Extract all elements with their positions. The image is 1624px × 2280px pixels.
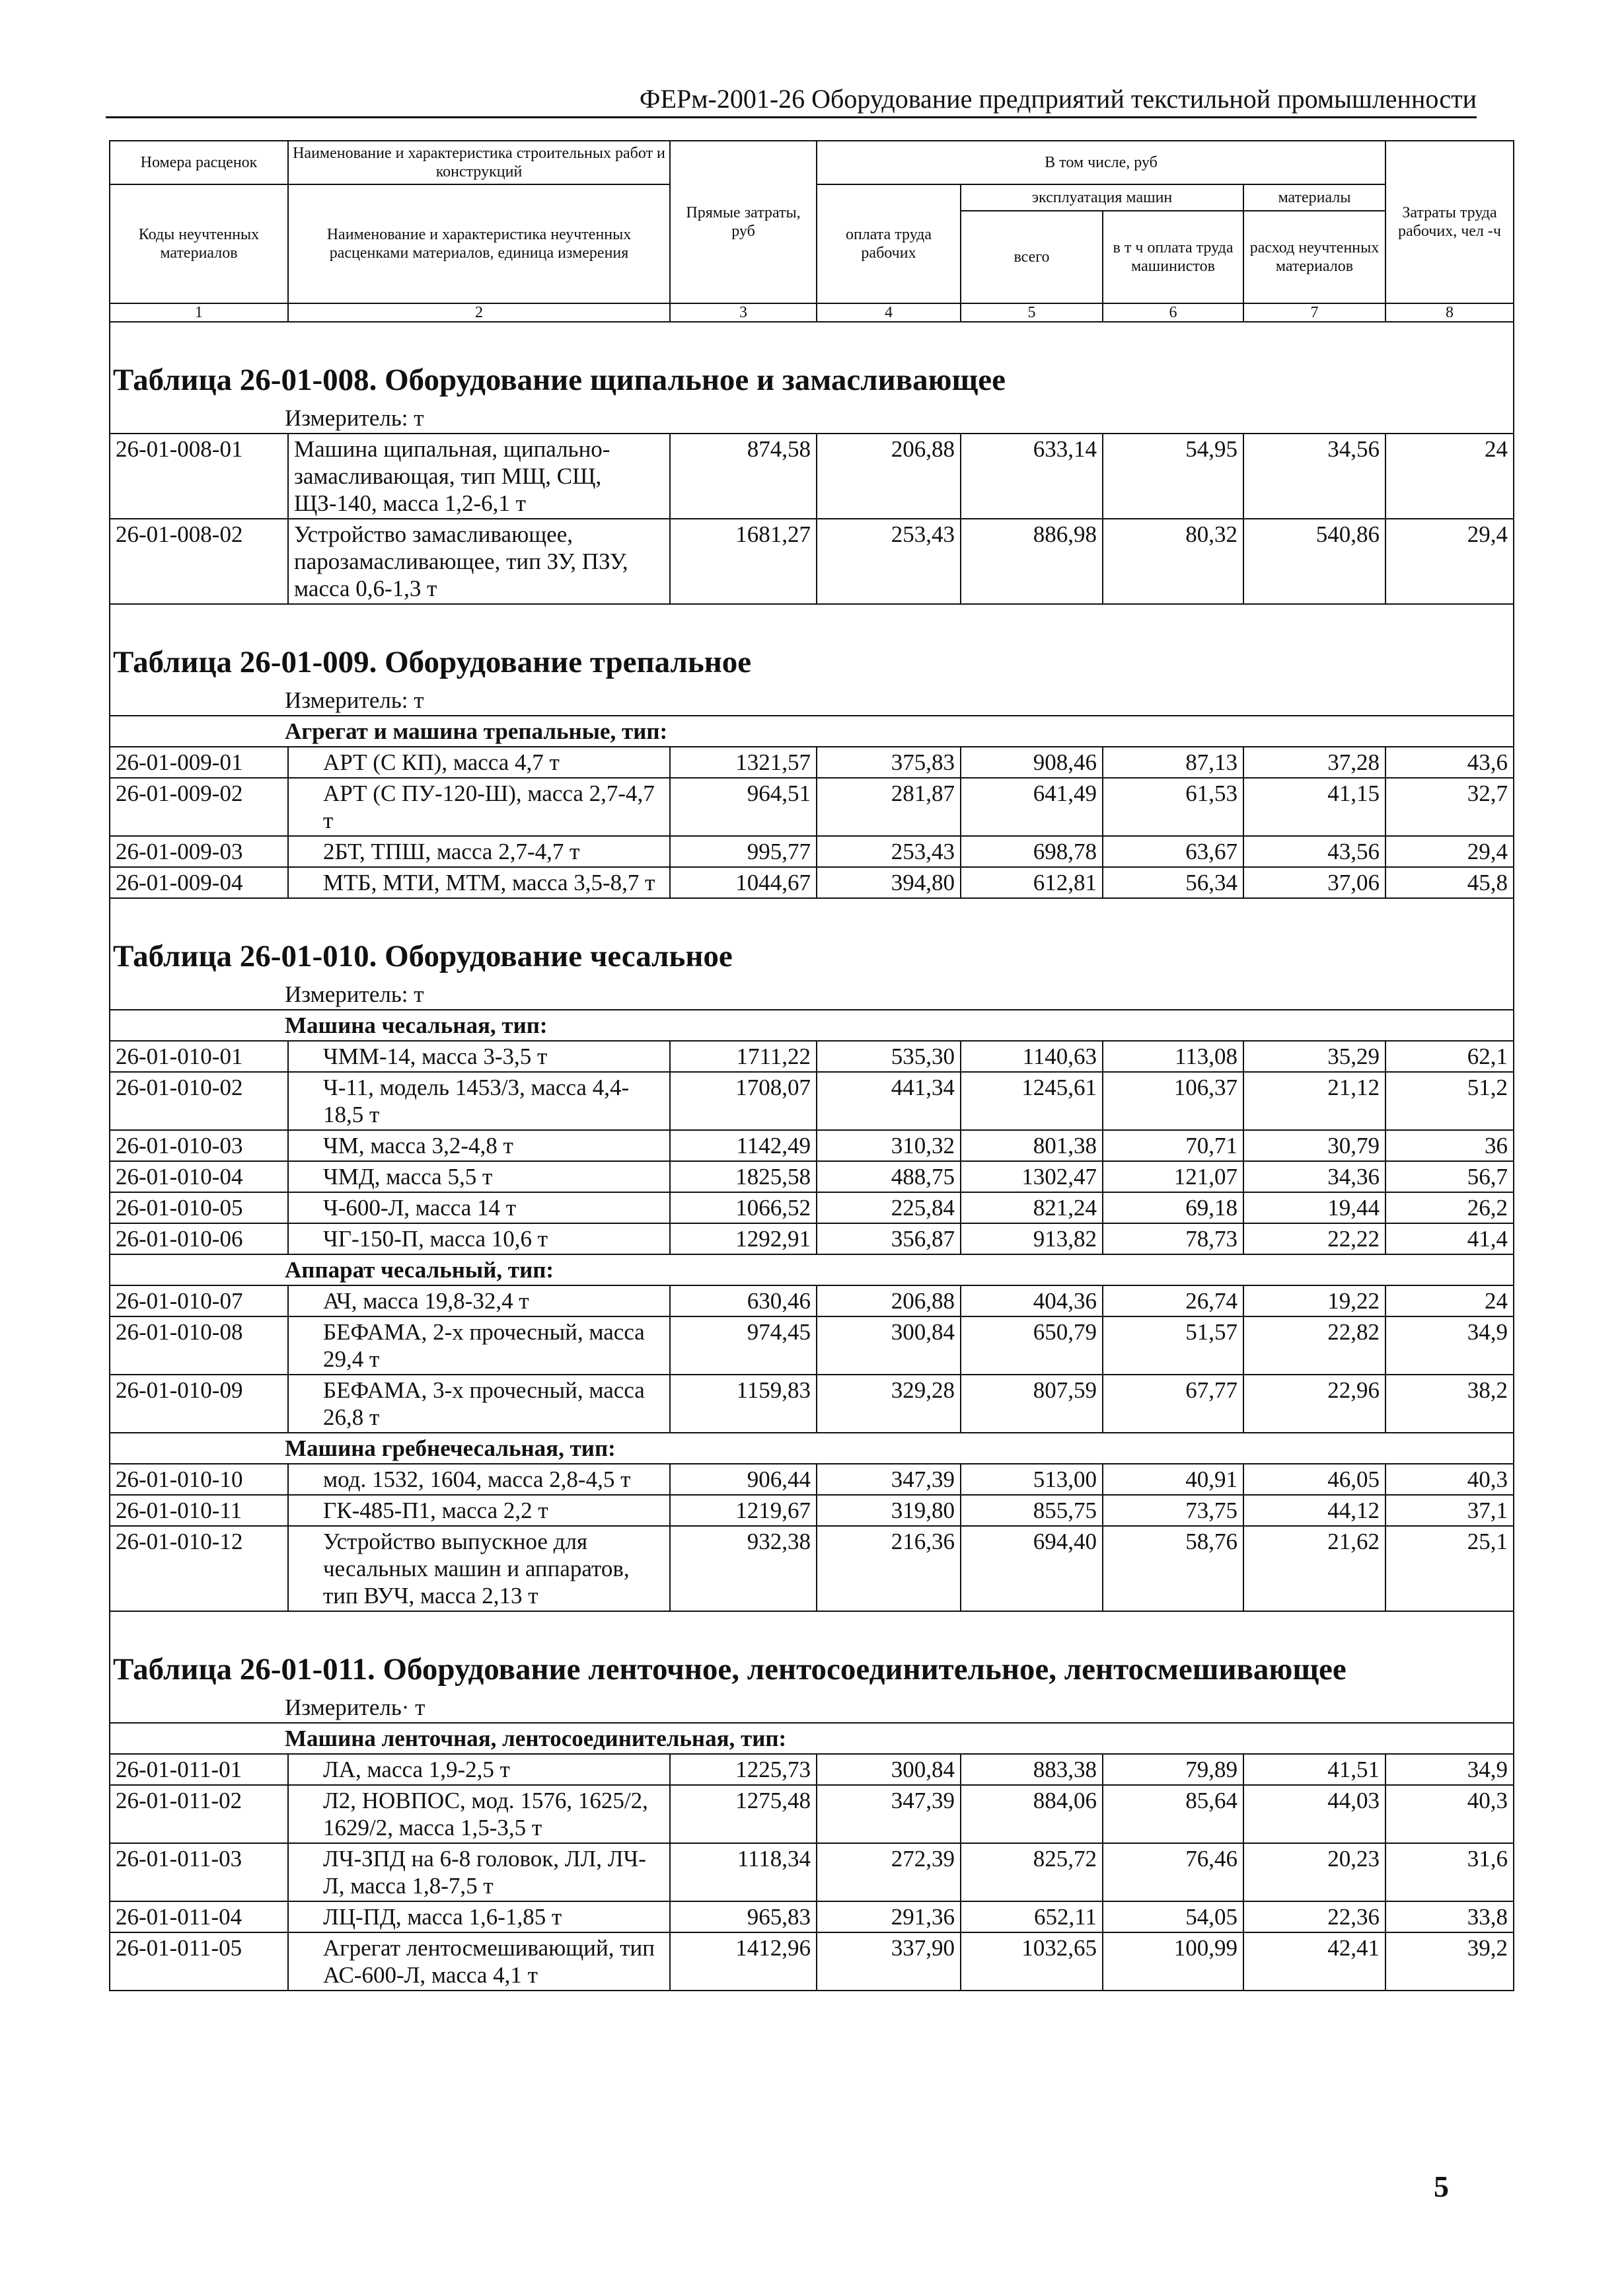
material-cost: 22,22 [1243,1223,1385,1254]
meter-row [110,687,1514,716]
table-row [110,778,1514,836]
rate-code: 26-01-010-01 [110,1041,288,1072]
direct-cost: 995,77 [670,836,817,867]
work-name: АРТ (С КП), масса 4,7 т [288,747,670,778]
table-row [110,1041,1514,1072]
machine-cost: 641,49 [961,778,1103,836]
machine-cost: 886,98 [961,519,1103,604]
labor-hours: 25,1 [1385,1526,1514,1611]
machine-cost: 884,06 [961,1785,1103,1843]
col-name-top: Наименование и характеристика строительных работ и конструкций [288,141,670,184]
direct-cost: 965,83 [670,1901,817,1932]
operator-wage: 100,99 [1103,1932,1243,1991]
direct-cost: 1292,91 [670,1223,817,1254]
labor-hours: 43,6 [1385,747,1514,778]
work-name: ЛЦ-ПД, масса 1,6-1,85 т [288,1901,670,1932]
wage-cost: 356,87 [817,1223,961,1254]
machine-cost: 807,59 [961,1375,1103,1433]
work-name: БЕФАМА, 3-х прочесный, масса 26,8 т [288,1375,670,1433]
work-name: мод. 1532, 1604, масса 2,8-4,5 т [288,1464,670,1495]
operator-wage: 63,67 [1103,836,1243,867]
machine-cost: 698,78 [961,836,1103,867]
direct-cost: 1142,49 [670,1130,817,1161]
rate-code: 26-01-009-03 [110,836,288,867]
machine-cost: 652,11 [961,1901,1103,1932]
group-label: Машина чесальная, тип: [110,1010,1514,1041]
operator-wage: 113,08 [1103,1041,1243,1072]
wage-cost: 225,84 [817,1192,961,1223]
table-body [110,322,1514,1991]
table-row [110,1464,1514,1495]
col-materials-sub: расход неучтенных материалов [1243,211,1385,303]
wage-cost: 329,28 [817,1375,961,1433]
operator-wage: 69,18 [1103,1192,1243,1223]
col-number: 7 [1243,303,1385,322]
direct-cost: 1321,57 [670,747,817,778]
material-cost: 35,29 [1243,1041,1385,1072]
operator-wage: 70,71 [1103,1130,1243,1161]
wage-cost: 488,75 [817,1161,961,1192]
meter-row [110,981,1514,1010]
table-row [110,867,1514,898]
col-codes-top: Номера расценок [110,141,288,184]
wage-cost: 281,87 [817,778,961,836]
rate-code: 26-01-010-04 [110,1161,288,1192]
operator-wage: 40,91 [1103,1464,1243,1495]
table-header [110,141,1514,322]
labor-hours: 32,7 [1385,778,1514,836]
col-total: всего [961,211,1103,303]
col-labor: Затраты труда рабочих, чел -ч [1385,141,1514,303]
labor-hours: 31,6 [1385,1843,1514,1901]
machine-cost: 1140,63 [961,1041,1103,1072]
operator-wage: 121,07 [1103,1161,1243,1192]
section-meter: Измеритель: т [110,404,1514,434]
table-row [110,1192,1514,1223]
wage-cost: 291,36 [817,1901,961,1932]
table-row [110,1375,1514,1433]
table-row [110,519,1514,604]
col-number: 3 [670,303,817,322]
group-row [110,1723,1514,1754]
table-row [110,836,1514,867]
material-cost: 42,41 [1243,1932,1385,1991]
work-name: Ч-600-Л, масса 14 т [288,1192,670,1223]
machine-cost: 908,46 [961,747,1103,778]
work-name: 2БТ, ТПШ, масса 2,7-4,7 т [288,836,670,867]
section-title-row [110,898,1514,981]
labor-hours: 34,9 [1385,1754,1514,1785]
wage-cost: 375,83 [817,747,961,778]
work-name: Л2, НОВПОС, мод. 1576, 1625/2, 1629/2, масса 1,5-3,5 т [288,1785,670,1843]
table-row [110,1495,1514,1526]
work-name: ЛЧ-ЗПД на 6-8 головок, ЛЛ, ЛЧ-Л, масса 1,8-7,5 т [288,1843,670,1901]
table-row [110,1843,1514,1901]
labor-hours: 33,8 [1385,1901,1514,1932]
machine-cost: 855,75 [961,1495,1103,1526]
material-cost: 22,36 [1243,1901,1385,1932]
direct-cost: 906,44 [670,1464,817,1495]
operator-wage: 54,05 [1103,1901,1243,1932]
material-cost: 30,79 [1243,1130,1385,1161]
group-row [110,1010,1514,1041]
direct-cost: 1159,83 [670,1375,817,1433]
table-row [110,1754,1514,1785]
direct-cost: 964,51 [670,778,817,836]
rate-code: 26-01-010-12 [110,1526,288,1611]
rates-table [109,140,1514,1991]
labor-hours: 40,3 [1385,1464,1514,1495]
page-number: 5 [1434,2170,1449,2203]
col-number: 2 [288,303,670,322]
rate-code: 26-01-009-01 [110,747,288,778]
rate-code: 26-01-008-01 [110,434,288,519]
labor-hours: 51,2 [1385,1072,1514,1130]
rate-code: 26-01-011-04 [110,1901,288,1932]
rate-code: 26-01-010-02 [110,1072,288,1130]
section-meter: Измеритель· т [110,1694,1514,1723]
labor-hours: 34,9 [1385,1316,1514,1375]
labor-hours: 40,3 [1385,1785,1514,1843]
machine-cost: 633,14 [961,434,1103,519]
direct-cost: 1708,07 [670,1072,817,1130]
wage-cost: 394,80 [817,867,961,898]
rate-code: 26-01-010-08 [110,1316,288,1375]
wage-cost: 206,88 [817,1285,961,1316]
table-row [110,1932,1514,1991]
operator-wage: 58,76 [1103,1526,1243,1611]
table-row [110,1526,1514,1611]
work-name: АЧ, масса 19,8-32,4 т [288,1285,670,1316]
material-cost: 22,82 [1243,1316,1385,1375]
col-incl: В том числе, руб [817,141,1385,184]
labor-hours: 29,4 [1385,519,1514,604]
operator-wage: 80,32 [1103,519,1243,604]
wage-cost: 441,34 [817,1072,961,1130]
direct-cost: 1825,58 [670,1161,817,1192]
operator-wage: 73,75 [1103,1495,1243,1526]
rate-code: 26-01-010-07 [110,1285,288,1316]
work-name: ЧМ, масса 3,2-4,8 т [288,1130,670,1161]
material-cost: 22,96 [1243,1375,1385,1433]
material-cost: 41,51 [1243,1754,1385,1785]
table-row [110,1785,1514,1843]
table-row [110,1072,1514,1130]
operator-wage: 85,64 [1103,1785,1243,1843]
wage-cost: 319,80 [817,1495,961,1526]
section-title: Таблица 26-01-008. Оборудование щипальное и замасливающее [110,322,1514,404]
work-name: Устройство замасливающее, парозамасливающее, тип ЗУ, ПЗУ, масса 0,6-1,3 т [288,519,670,604]
work-name: ЛА, масса 1,9-2,5 т [288,1754,670,1785]
operator-wage: 61,53 [1103,778,1243,836]
work-name: ГК-485-П1, масса 2,2 т [288,1495,670,1526]
group-row [110,716,1514,747]
direct-cost: 1225,73 [670,1754,817,1785]
operator-wage: 26,74 [1103,1285,1243,1316]
col-name-bottom: Наименование и характеристика неучтенных расценками материалов, единица измерения [288,184,670,303]
direct-cost: 932,38 [670,1526,817,1611]
table-row [110,1316,1514,1375]
machine-cost: 821,24 [961,1192,1103,1223]
labor-hours: 37,1 [1385,1495,1514,1526]
operator-wage: 106,37 [1103,1072,1243,1130]
material-cost: 19,44 [1243,1192,1385,1223]
direct-cost: 630,46 [670,1285,817,1316]
rate-code: 26-01-011-02 [110,1785,288,1843]
col-number: 6 [1103,303,1243,322]
section-title: Таблица 26-01-009. Оборудование трепальное [110,604,1514,687]
table-row [110,747,1514,778]
work-name: Агрегат лентосмешивающий, тип АС-600-Л, масса 4,1 т [288,1932,670,1991]
rate-code: 26-01-010-05 [110,1192,288,1223]
direct-cost: 1118,34 [670,1843,817,1901]
group-row [110,1433,1514,1464]
direct-cost: 874,58 [670,434,817,519]
operator-wage: 54,95 [1103,434,1243,519]
labor-hours: 56,7 [1385,1161,1514,1192]
machine-cost: 404,36 [961,1285,1103,1316]
machine-cost: 513,00 [961,1464,1103,1495]
col-wage: оплата труда рабочих [817,184,961,303]
operator-wage: 87,13 [1103,747,1243,778]
wage-cost: 310,32 [817,1130,961,1161]
col-number: 8 [1385,303,1514,322]
section-title: Таблица 26-01-010. Оборудование чесальное [110,898,1514,981]
material-cost: 44,03 [1243,1785,1385,1843]
group-label: Агрегат и машина трепальные, тип: [110,716,1514,747]
operator-wage: 67,77 [1103,1375,1243,1433]
material-cost: 44,12 [1243,1495,1385,1526]
rate-code: 26-01-008-02 [110,519,288,604]
material-cost: 43,56 [1243,836,1385,867]
direct-cost: 1219,67 [670,1495,817,1526]
material-cost: 19,22 [1243,1285,1385,1316]
material-cost: 540,86 [1243,519,1385,604]
wage-cost: 337,90 [817,1932,961,1991]
rate-code: 26-01-011-03 [110,1843,288,1901]
direct-cost: 1681,27 [670,519,817,604]
wage-cost: 300,84 [817,1316,961,1375]
rate-code: 26-01-010-11 [110,1495,288,1526]
group-label: Машина гребнечесальная, тип: [110,1433,1514,1464]
wage-cost: 216,36 [817,1526,961,1611]
material-cost: 34,56 [1243,434,1385,519]
col-number: 4 [817,303,961,322]
labor-hours: 39,2 [1385,1932,1514,1991]
col-machines: эксплуатация машин [961,184,1243,211]
material-cost: 37,28 [1243,747,1385,778]
work-name: Машина щипальная, щипально-замасливающая, тип МЩ, СЩ, ЩЗ-140, масса 1,2-6,1 т [288,434,670,519]
group-label: Аппарат чесальный, тип: [110,1254,1514,1285]
operator-wage: 51,57 [1103,1316,1243,1375]
running-header: ФЕРм-2001-26 Оборудование предприятий текстильной промышленности [106,83,1477,118]
table-row [110,1161,1514,1192]
labor-hours: 26,2 [1385,1192,1514,1223]
wage-cost: 347,39 [817,1785,961,1843]
table-row [110,1901,1514,1932]
rate-code: 26-01-010-09 [110,1375,288,1433]
wage-cost: 253,43 [817,836,961,867]
rate-code: 26-01-010-06 [110,1223,288,1254]
rate-code: 26-01-009-04 [110,867,288,898]
operator-wage: 76,46 [1103,1843,1243,1901]
work-name: БЕФАМА, 2-х прочесный, масса 29,4 т [288,1316,670,1375]
wage-cost: 347,39 [817,1464,961,1495]
work-name: ЧМД, масса 5,5 т [288,1161,670,1192]
machine-cost: 825,72 [961,1843,1103,1901]
wage-cost: 300,84 [817,1754,961,1785]
section-title-row [110,604,1514,687]
section-title-row [110,322,1514,404]
col-incl-wage: в т ч оплата труда машинистов [1103,211,1243,303]
labor-hours: 38,2 [1385,1375,1514,1433]
machine-cost: 1032,65 [961,1932,1103,1991]
table-row [110,1223,1514,1254]
section-meter: Измеритель: т [110,687,1514,716]
col-number: 5 [961,303,1103,322]
table-row [110,1130,1514,1161]
col-number: 1 [110,303,288,322]
group-row [110,1254,1514,1285]
work-name: Устройство выпускное для чесальных машин и аппаратов, тип ВУЧ, масса 2,13 т [288,1526,670,1611]
wage-cost: 535,30 [817,1041,961,1072]
rate-code: 26-01-011-01 [110,1754,288,1785]
material-cost: 41,15 [1243,778,1385,836]
machine-cost: 801,38 [961,1130,1103,1161]
machine-cost: 650,79 [961,1316,1103,1375]
direct-cost: 974,45 [670,1316,817,1375]
direct-cost: 1711,22 [670,1041,817,1072]
work-name: ЧММ-14, масса 3-3,5 т [288,1041,670,1072]
direct-cost: 1044,67 [670,867,817,898]
labor-hours: 24 [1385,434,1514,519]
labor-hours: 29,4 [1385,836,1514,867]
machine-cost: 1302,47 [961,1161,1103,1192]
material-cost: 37,06 [1243,867,1385,898]
rate-code: 26-01-010-10 [110,1464,288,1495]
meter-row [110,1694,1514,1723]
labor-hours: 45,8 [1385,867,1514,898]
machine-cost: 1245,61 [961,1072,1103,1130]
section-meter: Измеритель: т [110,981,1514,1010]
material-cost: 21,62 [1243,1526,1385,1611]
machine-cost: 694,40 [961,1526,1103,1611]
table-row [110,434,1514,519]
material-cost: 20,23 [1243,1843,1385,1901]
operator-wage: 78,73 [1103,1223,1243,1254]
group-label: Машина ленточная, лентосоединительная, тип: [110,1723,1514,1754]
wage-cost: 253,43 [817,519,961,604]
wage-cost: 272,39 [817,1843,961,1901]
section-title: Таблица 26-01-011. Оборудование ленточное, лентосоединительное, лентосмешивающее [110,1611,1514,1694]
rate-code: 26-01-011-05 [110,1932,288,1991]
labor-hours: 24 [1385,1285,1514,1316]
rate-code: 26-01-009-02 [110,778,288,836]
section-title-row [110,1611,1514,1694]
direct-cost: 1412,96 [670,1932,817,1991]
meter-row [110,404,1514,434]
labor-hours: 41,4 [1385,1223,1514,1254]
col-codes-bottom: Коды неучтенных материалов [110,184,288,303]
machine-cost: 913,82 [961,1223,1103,1254]
table-row [110,1285,1514,1316]
direct-cost: 1275,48 [670,1785,817,1843]
direct-cost: 1066,52 [670,1192,817,1223]
machine-cost: 883,38 [961,1754,1103,1785]
material-cost: 21,12 [1243,1072,1385,1130]
work-name: ЧГ-150-П, масса 10,6 т [288,1223,670,1254]
material-cost: 46,05 [1243,1464,1385,1495]
wage-cost: 206,88 [817,434,961,519]
labor-hours: 36 [1385,1130,1514,1161]
work-name: Ч-11, модель 1453/3, масса 4,4-18,5 т [288,1072,670,1130]
labor-hours: 62,1 [1385,1041,1514,1072]
work-name: МТБ, МТИ, МТМ, масса 3,5-8,7 т [288,867,670,898]
rate-code: 26-01-010-03 [110,1130,288,1161]
operator-wage: 56,34 [1103,867,1243,898]
col-direct: Прямые затраты, руб [670,141,817,303]
work-name: АРТ (С ПУ-120-Ш), масса 2,7-4,7 т [288,778,670,836]
col-materials: материалы [1243,184,1385,211]
operator-wage: 79,89 [1103,1754,1243,1785]
material-cost: 34,36 [1243,1161,1385,1192]
machine-cost: 612,81 [961,867,1103,898]
